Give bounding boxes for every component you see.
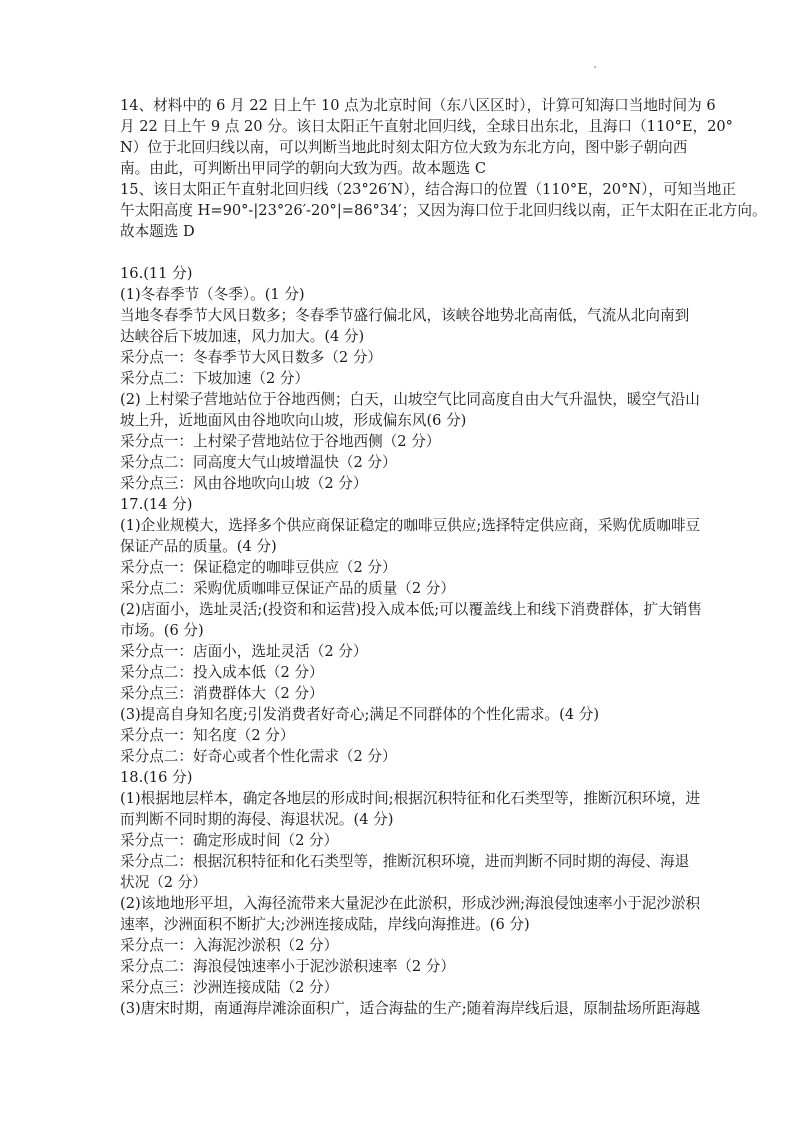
text-line: 市场。(6 分) xyxy=(120,622,204,639)
text-line: (3)提高自身知名度;引发消费者好奇心;满足不同群体的个性化需求。(4 分) xyxy=(120,706,600,723)
text-line: 午太阳高度 H=90°-|23°26′-20°|=86°34′；又因为海口位于北回归线以南，正午太阳在正北方向。 xyxy=(120,202,767,219)
text-line: 14、材料中的 6 月 22 日上午 10 点为北京时间（东八区区时），计算可知海口当地时间为 6 xyxy=(120,97,716,114)
text-line: (1)企业规模大，选择多个供应商保证稳定的咖啡豆供应;选择特定供应商，采购优质咖啡豆 xyxy=(120,517,701,534)
text-line: 采分点一：知名度（2 分） xyxy=(120,727,295,744)
text-line: (1)冬春季节（冬季）。(1 分) xyxy=(120,286,305,303)
text-line: 采分点三：风由谷地吹向山坡（2 分） xyxy=(120,475,368,492)
text-line: 17.(14 分) xyxy=(120,496,193,513)
scan-speck xyxy=(594,66,596,68)
text-line: N）位于北回归线以南，可以判断当地此时刻太阳方位大致为东北方向，图中影子朝向西 xyxy=(120,139,688,156)
text-line: (2)店面小，选址灵活;(投资和和运营)投入成本低;可以覆盖线上和线下消费群体，扩大销售 xyxy=(120,601,702,618)
text-line: 当地冬春季节大风日数多；冬春季节盛行偏北风，该峡谷地势北高南低，气流从北向南到 xyxy=(120,307,690,324)
answers-14-15 xyxy=(120,95,767,242)
text-line: 18.(16 分) xyxy=(120,769,193,786)
text-line: 保证产品的质量。(4 分) xyxy=(120,538,277,555)
answer-document xyxy=(120,95,767,1019)
text-line: (1)根据地层样本，确定各地层的形成时间;根据沉积特征和化石类型等，推断沉积环境，进 xyxy=(120,790,701,807)
text-line: 速率，沙洲面积不断扩大;沙洲连接成陆，岸线向海推进。(6 分) xyxy=(120,916,530,933)
text-line: 坡上升，近地面风由谷地吹向山坡，形成偏东风(6 分) xyxy=(120,412,467,429)
text-line: 15、该日太阳正午直射北回归线（23°26′N），结合海口的位置（110°E，20°N），可知当地正 xyxy=(120,181,736,198)
text-line: (2) 上村梁子营地站位于谷地西侧；白天，山坡空气比同高度自由大气升温快，暖空气沿山 xyxy=(120,391,700,408)
text-line: 而判断不同时期的海侵、海退状况。(4 分) xyxy=(120,811,394,828)
text-line: 采分点二：投入成本低（2 分） xyxy=(120,664,324,681)
text-line: 采分点二：好奇心或者个性化需求（2 分） xyxy=(120,748,397,765)
text-line: 采分点一：上村梁子营地站位于谷地西侧（2 分） xyxy=(120,433,441,450)
text-line: 故本题选 D xyxy=(120,223,195,240)
text-line: 采分点二：下坡加速（2 分） xyxy=(120,370,310,387)
text-line: 南。由此，可判断出甲同学的朝向大致为西。故本题选 C xyxy=(120,160,487,177)
blank-line xyxy=(120,242,700,263)
text-line: 16.(11 分) xyxy=(120,265,193,282)
text-line: 采分点二：采购优质咖啡豆保证产品的质量（2 分） xyxy=(120,580,455,597)
text-line: 采分点一：入海泥沙淤积（2 分） xyxy=(120,937,339,954)
text-line: 采分点三：沙洲连接成陆（2 分） xyxy=(120,979,339,996)
text-line: 采分点二：同高度大气山坡增温快（2 分） xyxy=(120,454,397,471)
text-line: 达峡谷后下坡加速，风力加大。(4 分) xyxy=(120,328,365,345)
text-line: 采分点一：确定形成时间（2 分） xyxy=(120,832,339,849)
text-line: 状况（2 分） xyxy=(120,874,207,891)
answers-16-18 xyxy=(120,263,700,1019)
text-line: 采分点一：保证稳定的咖啡豆供应（2 分） xyxy=(120,559,397,576)
text-line: (2)该地地形平坦，入海径流带来大量泥沙在此淤积，形成沙洲;海浪侵蚀速率小于泥沙淤积 xyxy=(120,895,701,912)
text-line: 采分点二：根据沉积特征和化石类型等，推断沉积环境，进而判断不同时期的海侵、海退 xyxy=(120,853,690,870)
text-line: (3)唐宋时期，南通海岸滩涂面积广，适合海盐的生产;随着海岸线后退，原制盐场所距海越 xyxy=(120,1000,701,1017)
text-line: 采分点三：消费群体大（2 分） xyxy=(120,685,324,702)
text-line: 采分点一：冬春季节大风日数多（2 分） xyxy=(120,349,383,366)
text-line: 月 22 日上午 9 点 20 分。该日太阳正午直射北回归线，全球日出东北，且海口（110°E，20° xyxy=(120,118,733,135)
text-line: 采分点一：店面小，选址灵活（2 分） xyxy=(120,643,368,660)
text-line: 采分点二：海浪侵蚀速率小于泥沙淤积速率（2 分） xyxy=(120,958,455,975)
